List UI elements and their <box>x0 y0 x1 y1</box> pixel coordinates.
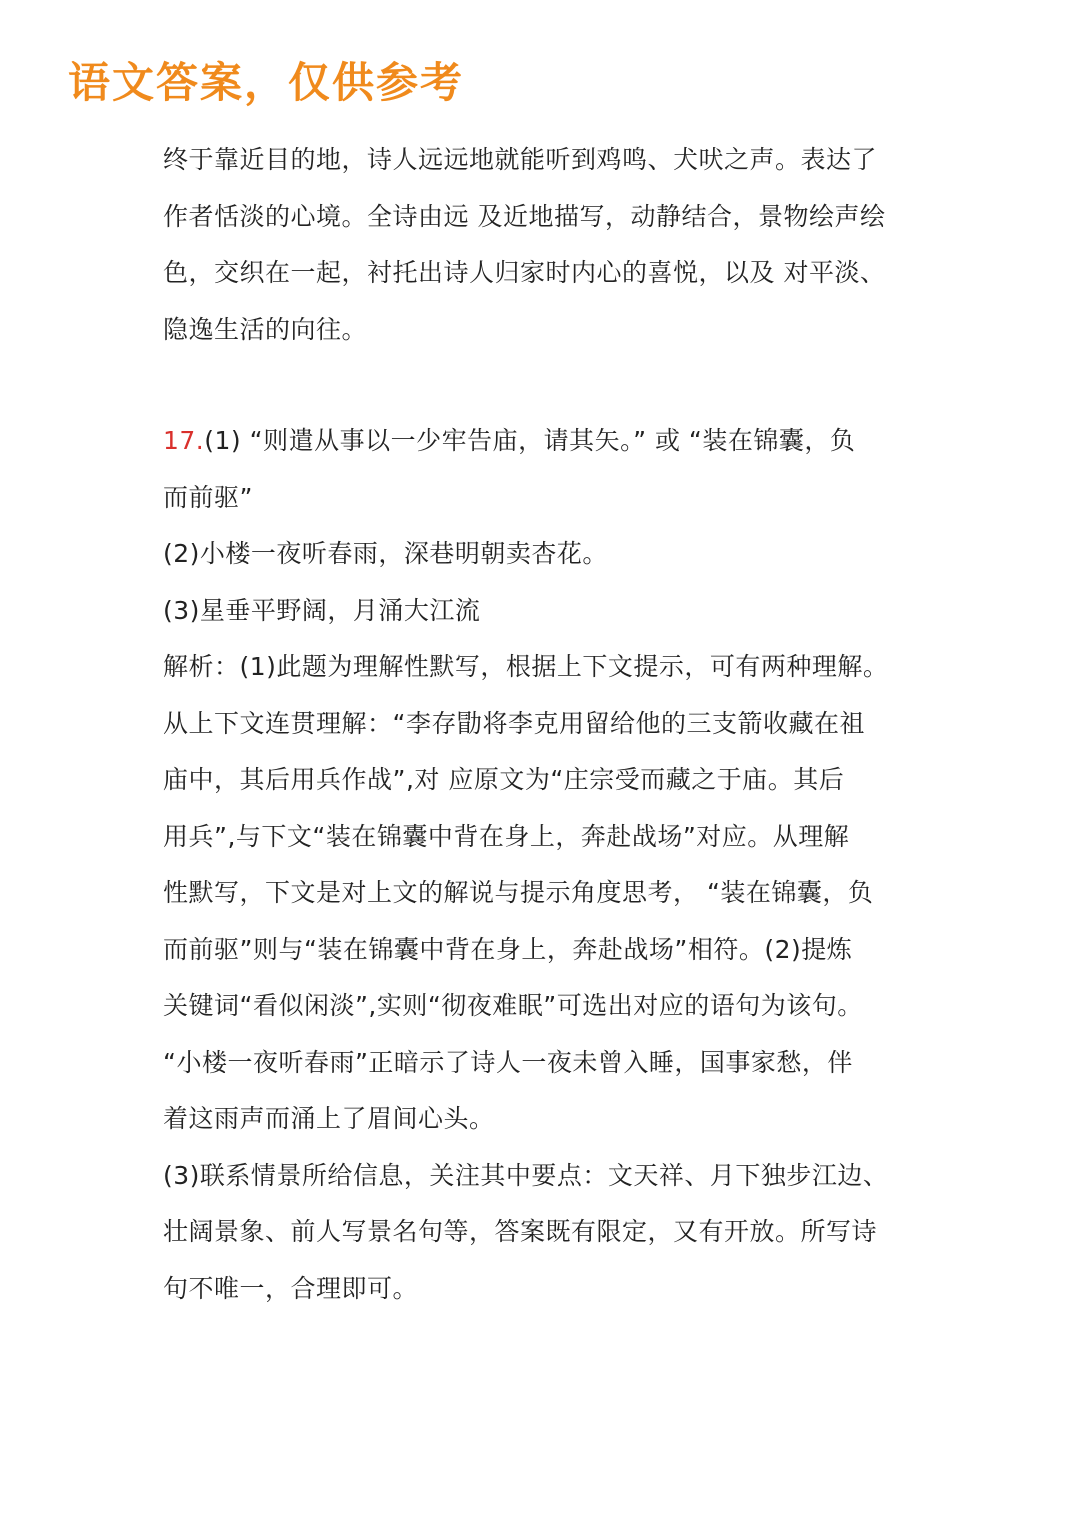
analysis-line: 关键词“看似闲淡”,实则“彻夜难眠”可选出对应的语句为该句。 <box>163 991 863 1020</box>
paragraph-gap <box>163 358 923 413</box>
text-line: 而前驱” <box>163 482 253 512</box>
answer-1-text: (1) “则遣从事以一少牢告庙，请其矢。” 或 “装在锦囊，负 <box>204 426 856 455</box>
analysis-line: 性默写，下文是对上文的解说与提示角度思考， “装在锦囊，负 <box>163 878 874 907</box>
analysis-line: 用兵”,与下文“装在锦囊中背在身上，奔赴战场”对应。从理解 <box>163 821 850 851</box>
analysis-line: 解析：(1)此题为理解性默写，根据上下文提示，可有两种理解。 <box>163 652 889 681</box>
analysis-line: 而前驱”则与“装在锦囊中背在身上，奔赴战场”相符。(2)提炼 <box>163 934 853 964</box>
analysis-line: (3)联系情景所给信息，关注其中要点：文天祥、月下独步江边、 <box>163 1160 889 1190</box>
analysis-line: 壮阔景象、前人写景名句等，答案既有限定，又有开放。所写诗 <box>163 1217 878 1246</box>
analysis-line: 从上下文连贯理解：“李存勖将李克用留给他的三支箭收藏在祖 <box>163 708 865 738</box>
question-number: 17. <box>163 426 205 455</box>
page-title: 语文答案，仅供参考 <box>68 58 465 107</box>
answer-3-line: (3)星垂平野阔，月涌大江流 <box>163 595 481 625</box>
analysis-line: “小楼一夜听春雨”正暗示了诗人一夜未曾入睡，国事家愁，伴 <box>163 1047 853 1077</box>
question-17-line <box>163 413 923 470</box>
text-line: 作者恬淡的心境。全诗由远 及近地描写，动静结合，景物绘声绘 <box>163 201 886 231</box>
analysis-line: 庙中，其后用兵作战”,对 应原文为“庄宗受而藏之于庙。其后 <box>163 765 845 794</box>
analysis-line: 着这雨声而涌上了眉间心头。 <box>163 1104 495 1133</box>
text-line: 色，交织在一起，衬托出诗人归家时内心的喜悦，以及 对平淡、 <box>163 258 886 287</box>
answer-body <box>163 132 923 1317</box>
answer-2-line: (2)小楼一夜听春雨，深巷明朝卖杏花。 <box>163 539 608 568</box>
text-line: 终于靠近目的地，诗人远远地就能听到鸡鸣、犬吠之声。表达了 <box>163 145 878 174</box>
analysis-line: 句不唯一，合理即可。 <box>163 1273 419 1303</box>
text-line: 隐逸生活的向往。 <box>163 314 368 344</box>
